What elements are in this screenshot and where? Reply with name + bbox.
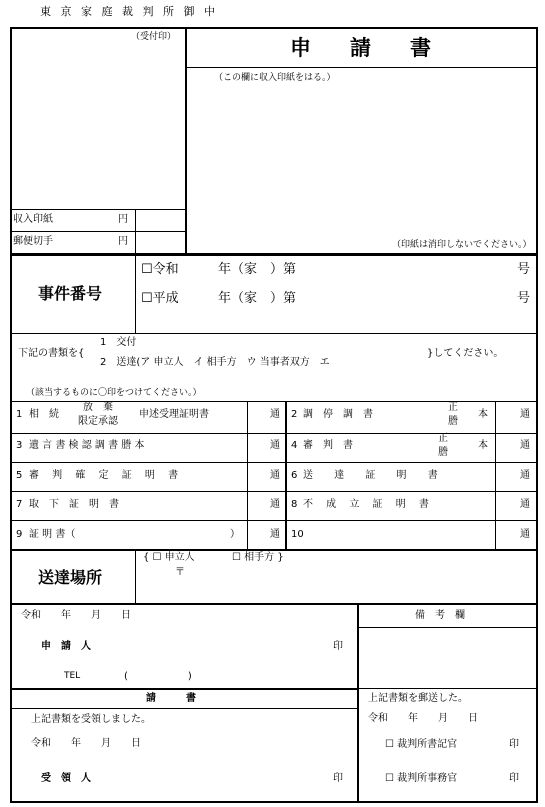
document-1-number: 1	[16, 409, 23, 420]
receipt-label: 請 書	[146, 693, 196, 704]
document-7-unit: 通	[270, 499, 280, 510]
document-3-unit: 通	[270, 440, 280, 451]
delivery-opponent-checkbox[interactable]: ☐ 相手方 }	[232, 552, 284, 563]
document-9-close-paren: ）	[230, 529, 240, 540]
document-4-number: 4	[291, 440, 298, 451]
document-8-number: 8	[291, 499, 298, 510]
document-4-name-tail: 本	[478, 440, 488, 451]
document-2-number: 2	[291, 409, 298, 420]
era-reiwa-checkbox[interactable]: ☐令和	[141, 262, 179, 277]
document-9-detail-field[interactable]	[118, 524, 228, 546]
document-2-name: 調 停 調 書	[303, 409, 373, 420]
reception-stamp-label: （受付印）	[131, 32, 177, 42]
document-1-name-tail: 申述受理証明書	[139, 409, 209, 420]
document-2-name-tail: 本	[478, 409, 488, 420]
document-6-unit: 通	[520, 470, 530, 481]
document-3-name: 遺 言 書 検 認 調 書 謄 本	[29, 440, 145, 451]
applicant-tel-label: TEL	[64, 671, 81, 681]
mailed-date[interactable]: 令和 年 月 日	[368, 713, 478, 724]
remarks-label: 備 考 欄	[415, 610, 465, 621]
case-year-reiwa: 年（家 ）第	[218, 262, 297, 277]
court-officer-seal: 印	[509, 773, 519, 784]
applicant-tel-field[interactable]: ( )	[124, 671, 192, 682]
document-1-name: 相 続	[29, 409, 59, 420]
document-5-number: 5	[16, 470, 23, 481]
document-2-unit: 通	[520, 409, 530, 420]
document-3-number: 3	[16, 440, 23, 451]
request-prefix: 下記の書類を{	[18, 348, 85, 359]
document-10-name-field[interactable]	[310, 524, 490, 546]
document-1-option-bottom: 限定承認	[78, 416, 118, 427]
document-9-name: 証 明 書（	[29, 529, 76, 540]
document-5-unit: 通	[270, 470, 280, 481]
case-year-heisei: 年（家 ）第	[218, 291, 297, 306]
revenue-stamp-yen: 円	[118, 214, 128, 225]
document-2-option-bottom: 謄	[448, 416, 458, 427]
document-8-unit: 通	[520, 499, 530, 510]
receiver-label: 受 領 人	[41, 773, 91, 784]
document-10-number: 10	[291, 529, 304, 540]
postage-yen: 円	[118, 236, 128, 247]
delivery-applicant-checkbox[interactable]: { ☐ 申立人	[143, 552, 195, 563]
remarks-field[interactable]	[362, 631, 534, 685]
applicant-label: 申 請 人	[41, 641, 91, 652]
postal-mark: 〒	[175, 567, 185, 578]
request-note: （該当するものに〇印をつけてください。）	[26, 388, 202, 398]
court-clerk-checkbox[interactable]: ☐ 裁判所書記官	[385, 739, 458, 750]
document-10-unit: 通	[520, 529, 530, 540]
document-4-option-bottom: 謄	[438, 447, 448, 458]
document-8-name: 不 成 立 証 明 書	[303, 499, 434, 510]
era-heisei-checkbox[interactable]: ☐平成	[141, 291, 179, 306]
request-option-issue[interactable]: 1 交付	[100, 337, 137, 348]
mailed-text: 上記書類を郵送した。	[368, 693, 468, 704]
case-no-label: 号	[517, 262, 531, 277]
document-7-number: 7	[16, 499, 23, 510]
document-9-number: 9	[16, 529, 23, 540]
document-4-option-top: 正	[438, 433, 448, 444]
revenue-stamp-label: 収入印紙	[13, 214, 53, 225]
court-officer-checkbox[interactable]: ☐ 裁判所事務官	[385, 773, 458, 784]
request-suffix: }してください。	[427, 348, 504, 359]
postage-label: 郵便切手	[13, 236, 53, 247]
receipt-date[interactable]: 令和 年 月 日	[31, 738, 141, 749]
document-9-unit: 通	[270, 529, 280, 540]
applicant-date[interactable]: 令和 年 月 日	[21, 610, 131, 621]
receiver-name-field[interactable]	[110, 768, 320, 790]
delivery-address-field[interactable]	[190, 566, 530, 598]
court-clerk-seal: 印	[509, 739, 519, 750]
document-4-name: 審 判 書	[303, 440, 353, 451]
case-number-label: 事件番号	[38, 284, 103, 303]
document-6-number: 6	[291, 470, 298, 481]
receipt-text: 上記書類を受領しました。	[31, 714, 151, 725]
document-7-name: 取 下 証 明 書	[29, 499, 119, 510]
form-title: 申 請 書	[290, 36, 440, 60]
applicant-name-field[interactable]	[110, 636, 320, 658]
case-no-label: 号	[517, 291, 531, 306]
document-6-name: 送 達 証 明 書	[303, 470, 447, 481]
court-name: 東 京 家 庭 裁 判 所 御 中	[40, 5, 218, 18]
document-2-option-top: 正	[448, 402, 458, 413]
document-5-name: 審 判 確 定 証 明 書	[29, 470, 184, 481]
request-option-service[interactable]: 2 送達(ア 申立人 イ 相手方 ウ 当事者双方 エ	[100, 357, 330, 368]
revenue-stamp-area[interactable]	[188, 90, 536, 240]
document-4-unit: 通	[520, 440, 530, 451]
stamp-cancel-note: （印紙は消印しないでください。）	[392, 240, 532, 250]
applicant-seal: 印	[333, 641, 343, 652]
document-1-option-top: 放 棄	[83, 402, 113, 413]
receiver-seal: 印	[333, 773, 343, 784]
document-1-unit: 通	[270, 409, 280, 420]
delivery-address-label: 送達場所	[38, 568, 103, 587]
stamp-instruction: （この欄に収入印紙をはる。）	[214, 73, 336, 83]
